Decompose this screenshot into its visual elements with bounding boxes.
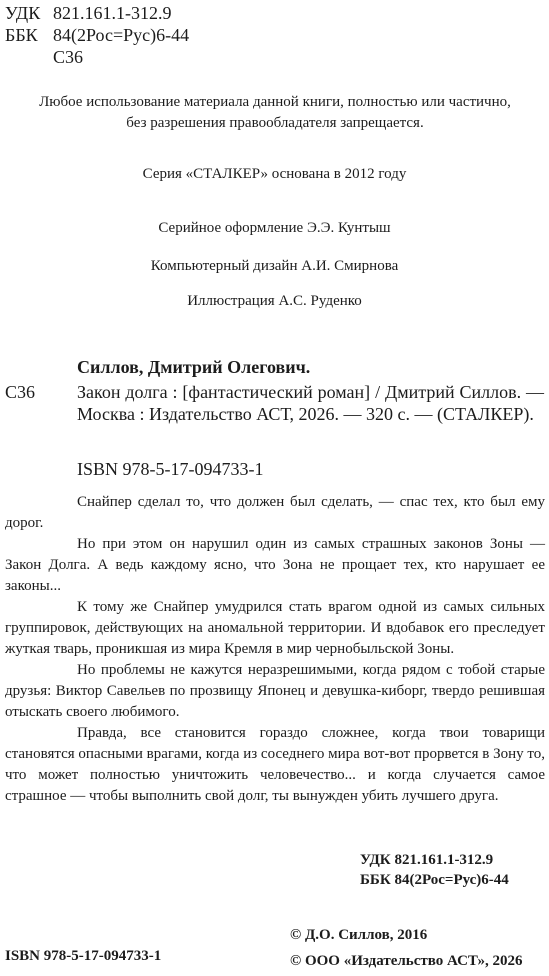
annotation-paragraph: Правда, все становится гораздо сложнее, когда твои товарищи становятся опасными врагами, когда из соседнего мира вот-вот прорвется в Зону то, что может полностью уничтожить человечество... и когда случается самое страшное — чтобы выполнить свой долг, ты вынужден убить лучшего друга. xyxy=(5,725,545,804)
entry-description: Закон долга : [фантастический роман] / Дмитрий Силлов. — Москва : Издательство АСТ, 2026. — 320 с. — (СТАЛКЕР). xyxy=(77,382,544,424)
udk-line xyxy=(5,2,189,24)
classification-codes-bold xyxy=(360,850,509,890)
author-mark: С36 xyxy=(53,47,84,67)
copyright-notice: Любое использование материала данной книги, полностью или частично, без разрешения правообладателя запрещается. xyxy=(39,94,511,131)
annotation xyxy=(5,492,545,807)
classification-codes xyxy=(5,2,189,68)
annotation-paragraph: К тому же Снайпер умудрился стать врагом одной из самых сильных группировок, действующих на аномальной территории. И вдобавок его преследует жуткая тварь, проникшая из мира Кремля в мир чернобыльской Зоны. xyxy=(5,599,545,657)
credit-design: Серийное оформление Э.Э. Кунтыш xyxy=(158,220,391,236)
entry-mark: С36 xyxy=(5,382,36,402)
copyright-publisher: © ООО «Издательство АСТ», 2026 xyxy=(290,953,523,969)
udk-key: УДК xyxy=(5,3,41,23)
annotation-paragraph: Но проблемы не кажутся неразрешимыми, когда рядом с тобой старые друзья: Виктор Савельев по прозвищу Японец и девушка-киборг, твердо решившая отыскать своего любимого. xyxy=(5,662,545,720)
bbk-key: ББК xyxy=(5,25,38,45)
footer-isbn: ISBN 978-5-17-094733-1 xyxy=(5,948,162,964)
series-note: Серия «СТАЛКЕР» основана в 2012 году xyxy=(142,166,407,182)
copyright-block xyxy=(290,922,523,974)
bbk-line xyxy=(5,24,189,46)
credit-illustration: Иллюстрация А.С. Руденко xyxy=(187,293,362,309)
copyright-author: © Д.О. Силлов, 2016 xyxy=(290,927,428,943)
udk-bold: УДК 821.161.1-312.9 xyxy=(360,852,494,868)
udk-value: 821.161.1-312.9 xyxy=(53,3,172,23)
bbk-bold: ББК 84(2Рос=Рус)6-44 xyxy=(360,872,509,888)
annotation-paragraph: Но при этом он нарушил один из самых страшных законов Зоны — Закон Долга. А ведь каждому ясно, что Зона не прощает тех, кто нарушает ее законы... xyxy=(5,536,545,594)
bbk-value: 84(2Рос=Рус)6-44 xyxy=(53,25,190,45)
credit-computer-design: Компьютерный дизайн А.И. Смирнова xyxy=(150,258,399,274)
annotation-paragraph: Снайпер сделал то, что должен был сделать, — спас тех, кто был ему дорог. xyxy=(5,494,545,531)
entry-author: Силлов, Дмитрий Олегович. xyxy=(77,357,311,377)
entry-isbn: ISBN 978-5-17-094733-1 xyxy=(77,459,264,479)
